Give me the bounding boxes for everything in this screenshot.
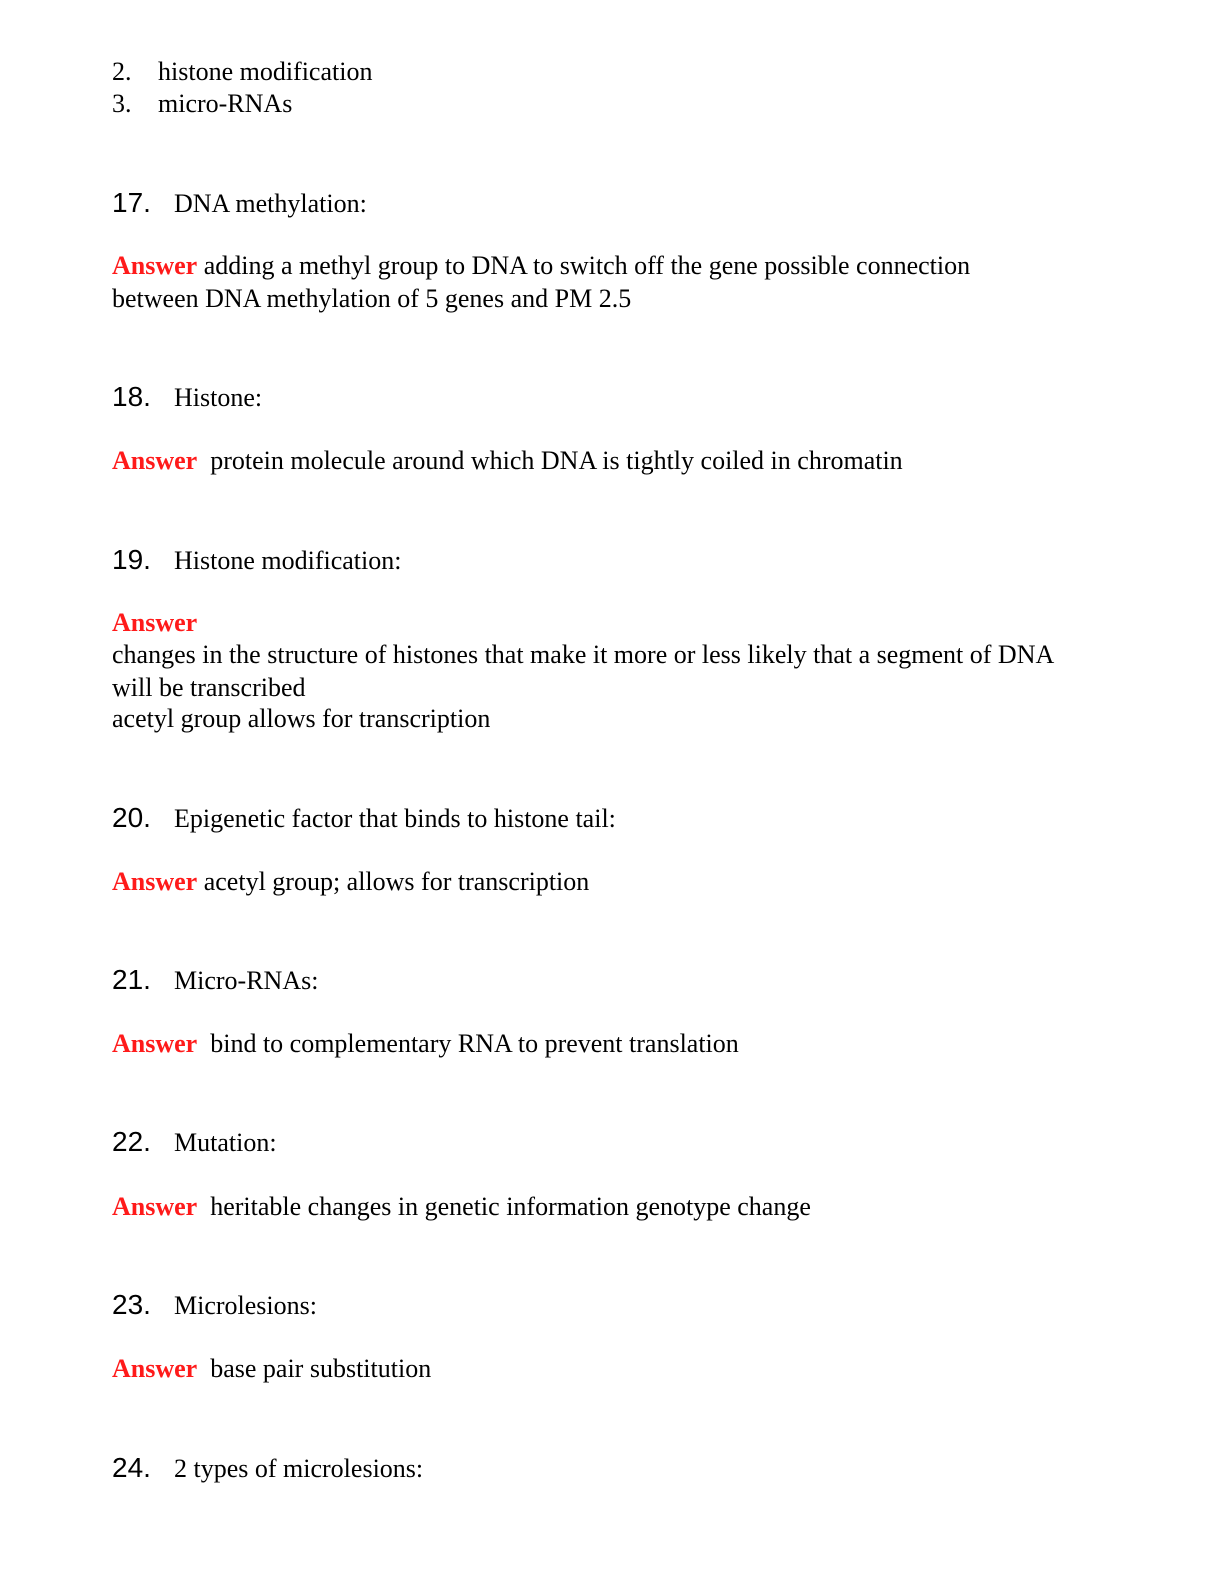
answer-20: Answer acetyl group; allows for transcription — [112, 867, 590, 896]
question-22: 22. Mutation: — [112, 1126, 277, 1157]
question-19: 19. Histone modification: — [112, 544, 402, 575]
list-item: 3. micro-RNAs — [112, 89, 293, 118]
answer-19-line: changes in the structure of histones that make it more or less likely that a segment of DNA — [112, 640, 1055, 669]
answer-21: Answer bind to complementary RNA to prevent translation — [112, 1029, 739, 1058]
question-20: 20. Epigenetic factor that binds to histone tail: — [112, 802, 616, 833]
answer-19-label: Answer — [112, 608, 198, 637]
answer-23: Answer base pair substitution — [112, 1354, 432, 1383]
answer-19-line: will be transcribed — [112, 673, 306, 702]
question-18: 18. Histone: — [112, 381, 263, 412]
answer-18: Answer protein molecule around which DNA is tightly coiled in chromatin — [112, 446, 903, 475]
question-21: 21. Micro-RNAs: — [112, 964, 319, 995]
question-24: 24. 2 types of microlesions: — [112, 1452, 424, 1483]
answer-22: Answer heritable changes in genetic information genotype change — [112, 1192, 811, 1221]
answer-17-cont: between DNA methylation of 5 genes and PM 2.5 — [112, 284, 632, 313]
list-item: 2. histone modification — [112, 57, 373, 86]
question-23: 23. Microlesions: — [112, 1289, 317, 1320]
answer-19-line: acetyl group allows for transcription — [112, 704, 491, 733]
answer-17: Answer adding a methyl group to DNA to switch off the gene possible connection — [112, 251, 971, 280]
question-17: 17. DNA methylation: — [112, 187, 367, 218]
